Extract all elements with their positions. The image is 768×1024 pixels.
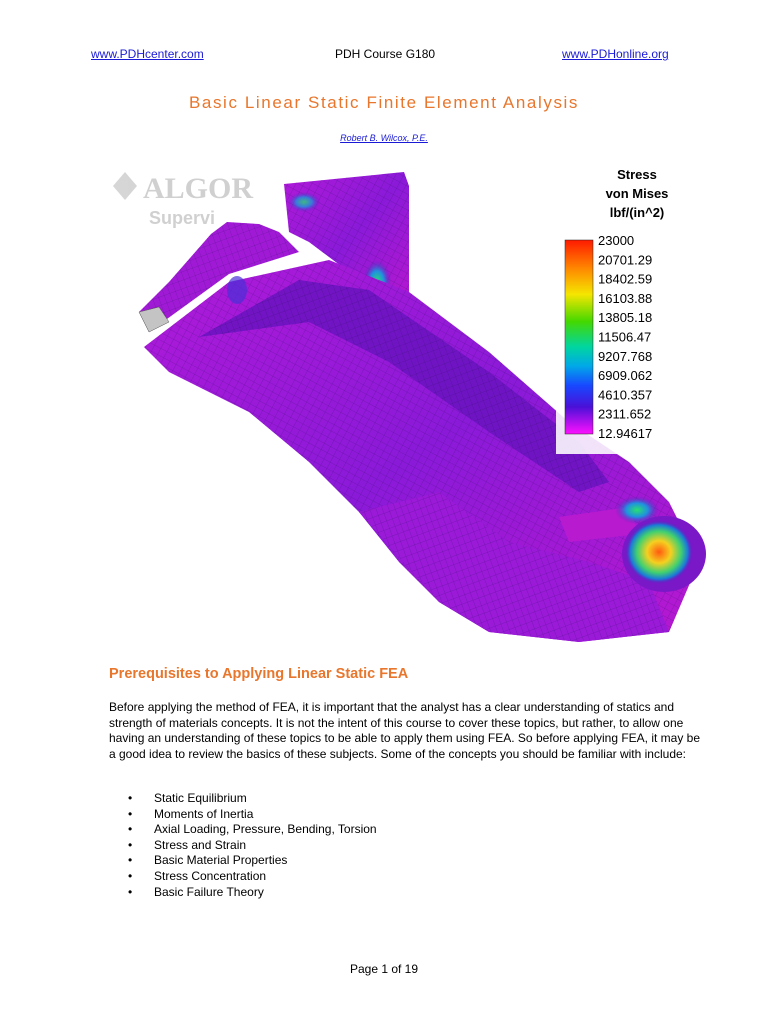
- header-course: PDH Course G180: [335, 47, 436, 61]
- concept-item: • Axial Loading, Pressure, Bending, Torsion: [128, 822, 377, 838]
- header-right-link[interactable]: [562, 47, 669, 61]
- legend-labels: [598, 233, 652, 441]
- legend-value: 9207.768: [598, 348, 653, 364]
- fea-figure: [109, 162, 712, 648]
- concept-item: • Static Equilibrium: [128, 791, 377, 807]
- concept-item: • Stress Concentration: [128, 869, 377, 885]
- page-number: Page 1 of 19: [349, 962, 419, 976]
- legend-value: 12.94617: [598, 426, 653, 441]
- legend-title-line3: lbf/(in^2): [609, 205, 665, 220]
- concepts-list: [128, 791, 377, 900]
- legend-value: 11506.47: [598, 329, 652, 345]
- algor-logo-icon: [113, 172, 137, 200]
- legend-value: 23000: [598, 233, 635, 248]
- legend-title-line2: von Mises: [605, 186, 669, 201]
- legend-value: 13805.18: [598, 310, 653, 326]
- algor-watermark: [113, 172, 253, 228]
- concept-item: • Basic Material Properties: [128, 853, 377, 869]
- legend-value: 4610.357: [598, 387, 653, 403]
- section-paragraph: Before applying the method of FEA, it is important that the analyst has a clear understanding of statics and strength of materials concepts. It is not the intent of this course to cover these topics, but rather, to allow one having an understanding of these topics to be able to apply them using FEA. So before applying FEA, it may be a good idea to review the basics of these subjects. Some of the concepts you should be familiar with include:: [109, 700, 701, 761]
- pdhonline-link[interactable]: www.PDHonline.org: [562, 47, 669, 61]
- legend-colorbar: [565, 240, 593, 434]
- page-title: Basic Linear Static Finite Element Analysis: [188, 93, 580, 112]
- author-link[interactable]: Robert B. Wilcox, P.E.: [340, 133, 428, 143]
- legend-value: 16103.88: [598, 290, 653, 306]
- concept-item: • Basic Failure Theory: [128, 885, 377, 901]
- legend-title-line1: Stress: [617, 167, 657, 182]
- header-left-link[interactable]: [91, 47, 204, 61]
- concept-item: • Stress and Strain: [128, 838, 377, 854]
- fea-stress-plot: [109, 162, 712, 648]
- legend-value: 6909.062: [598, 368, 653, 384]
- author-line: [0, 133, 768, 143]
- legend-value: 18402.59: [598, 271, 653, 287]
- watermark-text-2: Supervi: [149, 208, 216, 228]
- stress-hotspot: [625, 520, 693, 584]
- watermark-text-1: ALGOR: [143, 172, 254, 205]
- legend-value: 2311.652: [598, 406, 652, 422]
- section-heading: Prerequisites to Applying Linear Static FEA: [109, 666, 409, 682]
- pdhcenter-link[interactable]: www.PDHcenter.com: [91, 47, 204, 61]
- legend-value: 20701.29: [598, 252, 653, 268]
- concept-item: • Moments of Inertia: [128, 807, 377, 823]
